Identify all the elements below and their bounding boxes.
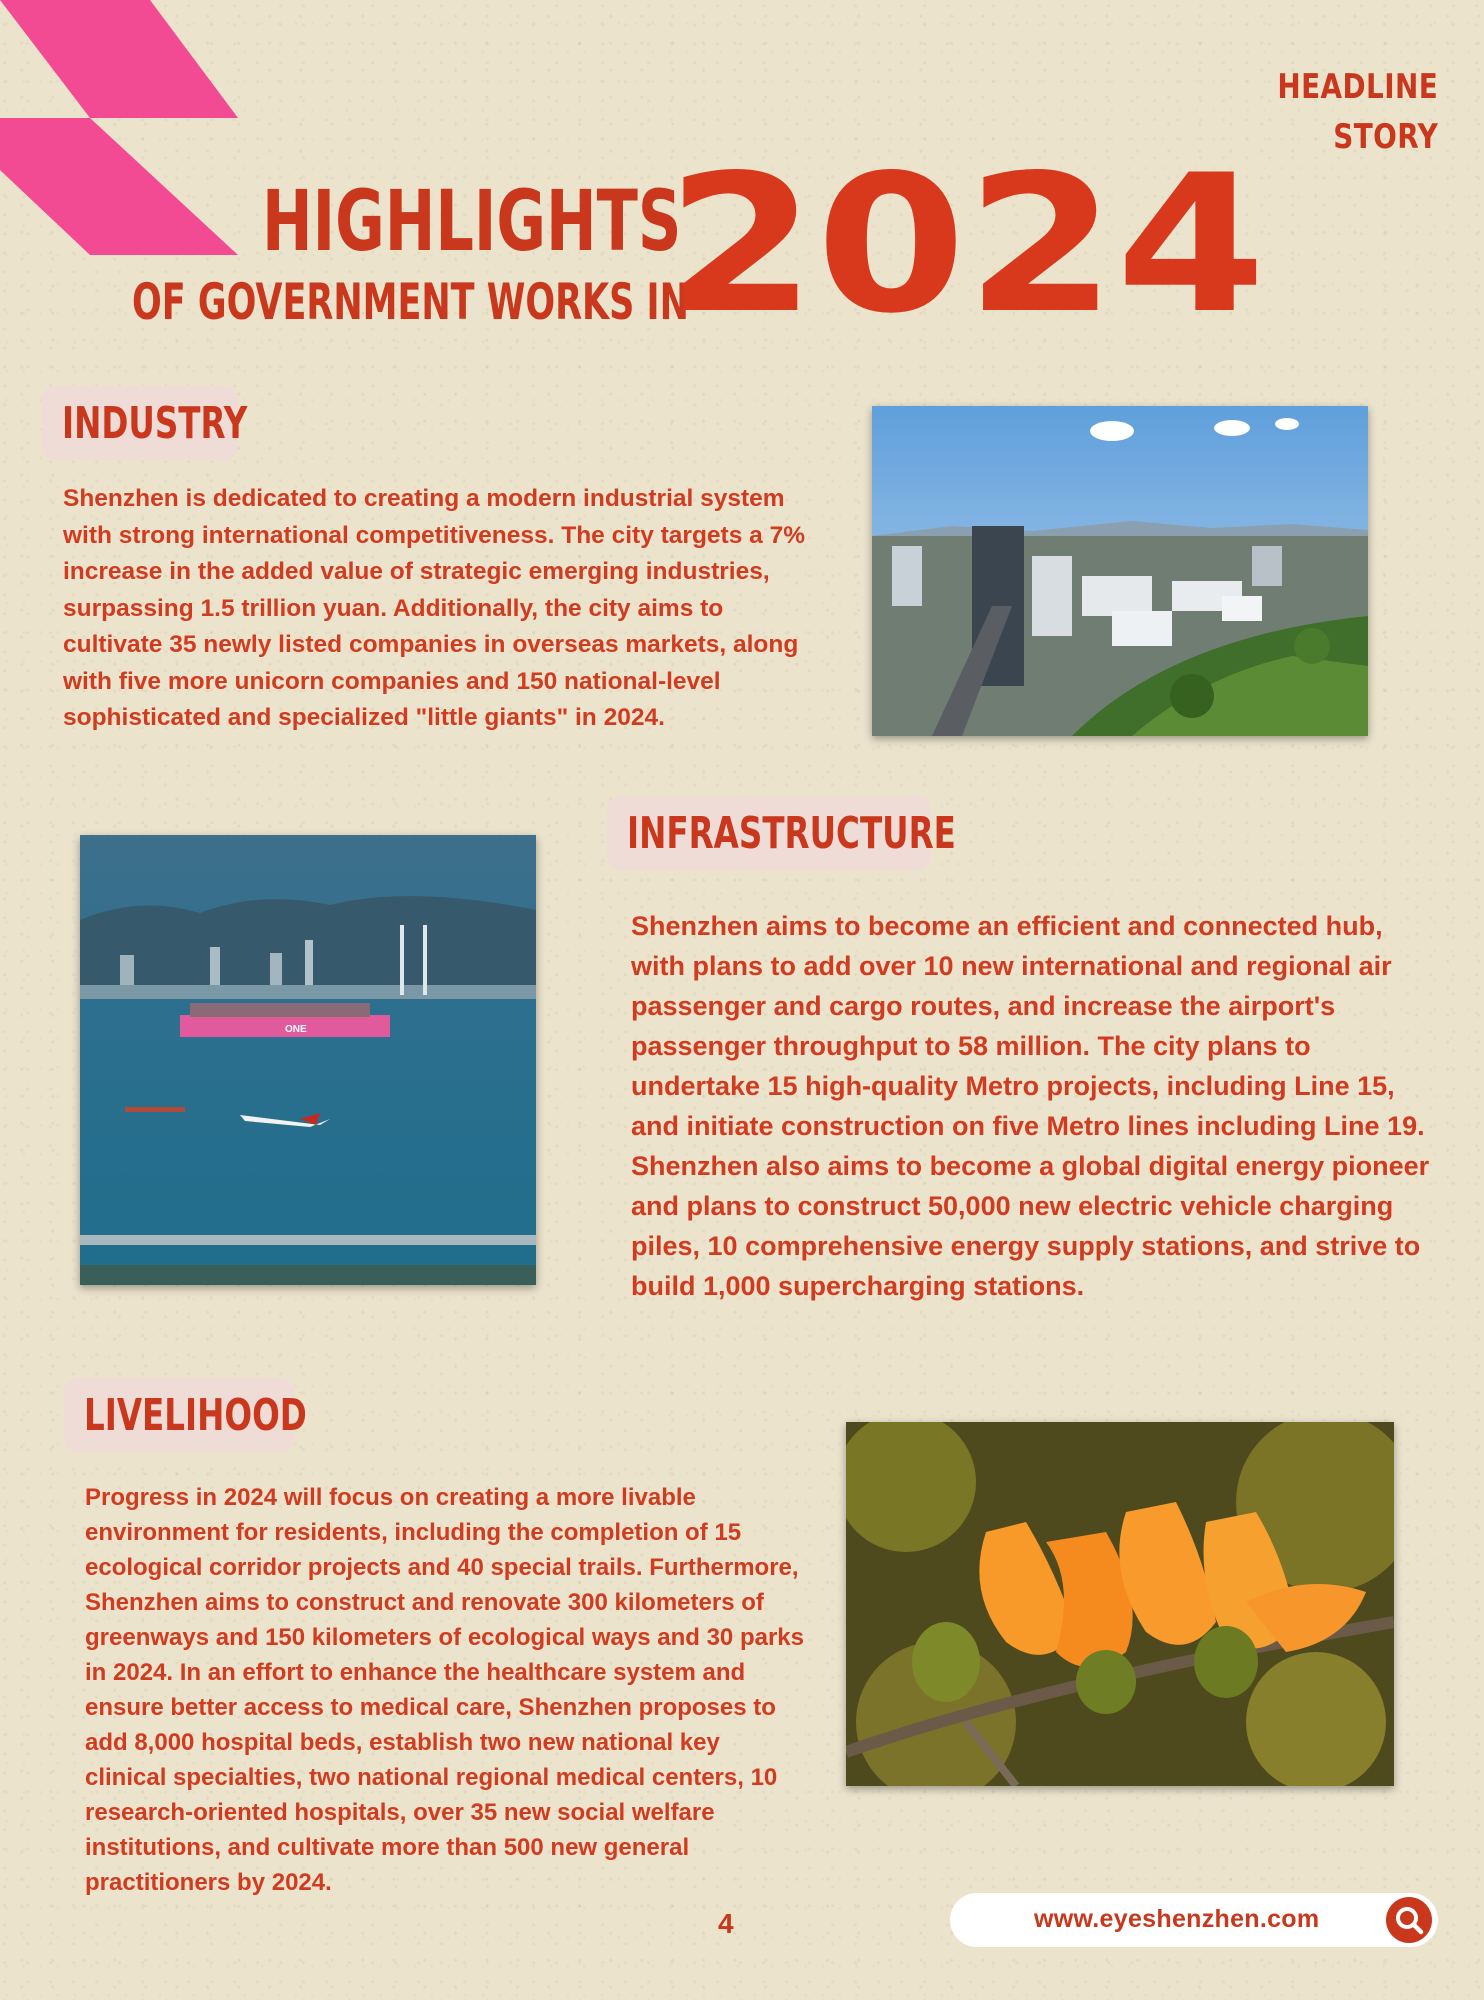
bay-ship-airplane-photo — [80, 835, 536, 1285]
headline-story-label: HEADLINE STORY — [1277, 67, 1438, 157]
section-tag-industry: INDUSTRY — [42, 386, 238, 460]
infrastructure-text: Shenzhen aims to become an efficient and connected hub, with plans to add over 10 new international and regional air passenger and cargo routes, and increase the airport's passenger throughput to 58 million. The city plans to undertake 15 high-quality Metro projects, including Line 15, and initiate construction on five Metro lines including Line 19. Shenzhen also aims to become a global digital energy pioneer and plans to construct 50,000 new electric vehicle charging piles, 10 comprehensive energy supply stations, and strive to build 1,000 supercharging stations. — [631, 911, 1430, 1301]
section-tag-infrastructure: INFRASTRUCTURE — [607, 796, 931, 870]
pink-stripe-decoration — [0, 0, 250, 260]
kapok-flowers-photo — [846, 1422, 1394, 1786]
svg-text:ONE: ONE — [285, 1024, 307, 1035]
page-subtitle: OF GOVERNMENT WORKS IN — [132, 273, 689, 331]
livelihood-text: Progress in 2024 will focus on creating a more livable environment for residents, including the completion of 15 ecological corridor projects and 40 special trails. Furthermore, Shenzhen aims to construct and renovate 300 kilometers of greenways and 150 kilometers of ecological ways and 30 parks in 2024. In an effort to enhance the healthcare system and ensure better access to medical care, Shenzhen proposes to add 8,000 hospital beds, establish two new national key clinical specialties, two national regional medical centers, 10 research-oriented hospitals, over 35 new social welfare institutions, and cultivate more than 500 new general practitioners by 2024. — [85, 1484, 804, 1896]
svg-text:2024: 2024 — [666, 160, 1266, 340]
website-link[interactable] — [950, 1893, 1438, 1947]
page-title: HIGHLIGHTS — [262, 172, 682, 270]
website-url[interactable]: www.eyeshenzhen.com — [1034, 1905, 1320, 1933]
city-skyline-photo — [872, 406, 1368, 736]
search-icon[interactable] — [1386, 1897, 1432, 1943]
section-tag-livelihood: LIVELIHOOD — [64, 1378, 294, 1452]
page-number: 4 — [718, 1908, 734, 1939]
industry-text: Shenzhen is dedicated to creating a modern industrial system with strong international competitiveness. The city targets a 7% increase in the added value of strategic emerging industries, surpassing 1.5 trillion yuan. Additionally, the city aims to cultivate 35 newly listed companies in overseas markets, along with five more unicorn companies and 150 national-level sophisticated and specialized "little giants" in 2024. — [63, 485, 805, 731]
year-graphic — [666, 160, 1266, 340]
